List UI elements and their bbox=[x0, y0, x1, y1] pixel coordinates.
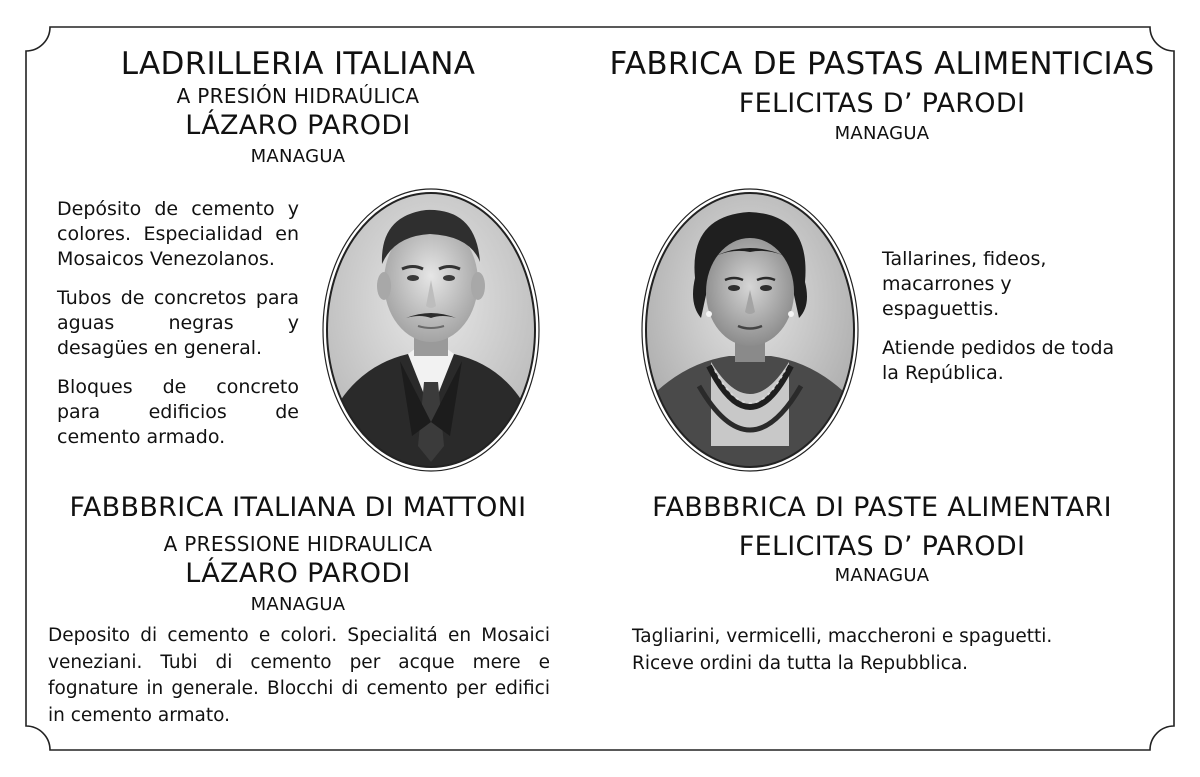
left-it-para: Deposito di cemento e colori. Specialitá en Mosaici veneziani. Tubi di cemento per acque mere e fognature in generale. Blocchi di cemento per edifici in cemento armato. bbox=[48, 625, 550, 726]
right-es-title: FABRICA DE PASTAS ALIMENTICIAS bbox=[609, 46, 1155, 82]
right-it-name: FELICITAS D’ PARODI bbox=[738, 531, 1026, 562]
right-es-description bbox=[882, 247, 1132, 386]
left-it-title: FABBBRICA ITALIANA DI MATTONI bbox=[69, 492, 527, 523]
left-es-subtitle: A PRESIÓN HIDRAÚLICA bbox=[176, 84, 420, 108]
man-portrait bbox=[320, 186, 542, 474]
left-it-subtitle: A PRESSIONE HIDRAULICA bbox=[163, 532, 433, 556]
right-es-para-1: Tallarines, fideos, macarrones y espaguettis. bbox=[882, 248, 1047, 320]
right-es-name: FELICITAS D’ PARODI bbox=[738, 88, 1026, 119]
left-it-name: LÁZARO PARODI bbox=[185, 558, 411, 589]
left-es-name: LÁZARO PARODI bbox=[185, 110, 411, 141]
left-es-para-1: Depósito de cemento y colores. Especialidad en Mosaicos Venezolanos. bbox=[57, 198, 299, 270]
left-es-para-2: Tubos de concretos para aguas negras y desagües en general. bbox=[57, 287, 299, 359]
left-it-description bbox=[48, 623, 550, 729]
right-it-line-1: Tagliarini, vermicelli, maccheroni e spaguetti. bbox=[632, 626, 1053, 647]
left-es-para-3: Bloques de concreto para edificios de cemento armado. bbox=[57, 376, 299, 448]
woman-portrait bbox=[639, 186, 861, 474]
right-es-city: MANAGUA bbox=[834, 123, 930, 144]
right-it-title: FABBBRICA DI PASTE ALIMENTARI bbox=[652, 492, 1112, 523]
right-it-line-2: Riceve ordini da tutta la Repubblica. bbox=[632, 653, 969, 674]
left-es-description bbox=[57, 197, 299, 450]
left-it-city: MANAGUA bbox=[250, 594, 346, 615]
right-es-para-2: Atiende pedidos de toda la República. bbox=[882, 337, 1115, 384]
right-it-description bbox=[632, 623, 1152, 677]
right-it-city: MANAGUA bbox=[834, 565, 930, 586]
left-es-title: LADRILLERIA ITALIANA bbox=[120, 46, 476, 82]
left-es-city: MANAGUA bbox=[250, 146, 346, 167]
